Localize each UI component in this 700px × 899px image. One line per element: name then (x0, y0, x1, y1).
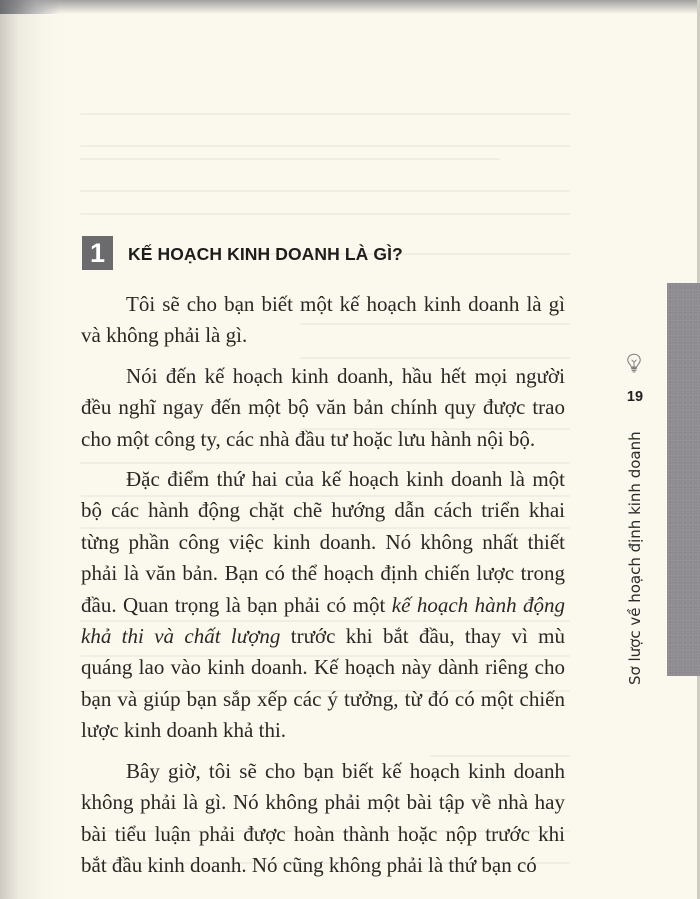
lightbulb-icon (626, 353, 642, 373)
paragraph-3-tail: trước khi bắt đầu, thay vì mù quáng lao vào kinh doanh. Kế hoạch này dành riêng cho bạn và giúp bạn sắp xếp các ý tưởng, từ đó có một chiến lược kinh doanh khả thi. (81, 624, 565, 743)
chapter-side-tab (667, 283, 700, 676)
running-header: Sơ lược về hoạch định kinh doanh (626, 431, 644, 685)
page-number: 19 (626, 389, 644, 405)
paragraph-1: Tôi sẽ cho bạn biết một kế hoạch kinh doanh là gì và không phải là gì. (81, 292, 565, 348)
emphasized-phrase: kế hoạch hành động khả thi và chất lượng (81, 592, 565, 649)
body-text (81, 289, 565, 890)
paragraph-3 (81, 464, 565, 747)
paragraph-2: Nói đến kế hoạch kinh doanh, hầu hết mọi người đều nghĩ ngay đến một bộ văn bản chính quy được trao cho một công ty, các nhà đầu tư hoặc lưu hành nội bộ. (81, 363, 565, 451)
section-title: KẾ HOẠCH KINH DOANH LÀ GÌ? (128, 244, 403, 264)
paragraph-3-lead: Đặc điểm thứ hai của kế hoạch kinh doanh là một bộ các hành động chặt chẽ hướng dẫn cách triển khai từng phần công việc kinh doanh. Nó không nhất thiết phải là văn bản. Bạn có thể hoạch định chiến lược trong đầu. Quan trọng là bạn phải có một (81, 467, 565, 617)
section-header (82, 236, 403, 270)
paragraph-4: Bây giờ, tôi sẽ cho bạn biết kế hoạch kinh doanh không phải là gì. Nó không phải một bài tập về nhà hay bài tiểu luận phải được hoàn thành hoặc nộp trước khi bắt đầu kinh doanh. Nó cũng không phải là thứ bạn có (81, 758, 565, 877)
section-number-badge: 1 (82, 236, 113, 270)
